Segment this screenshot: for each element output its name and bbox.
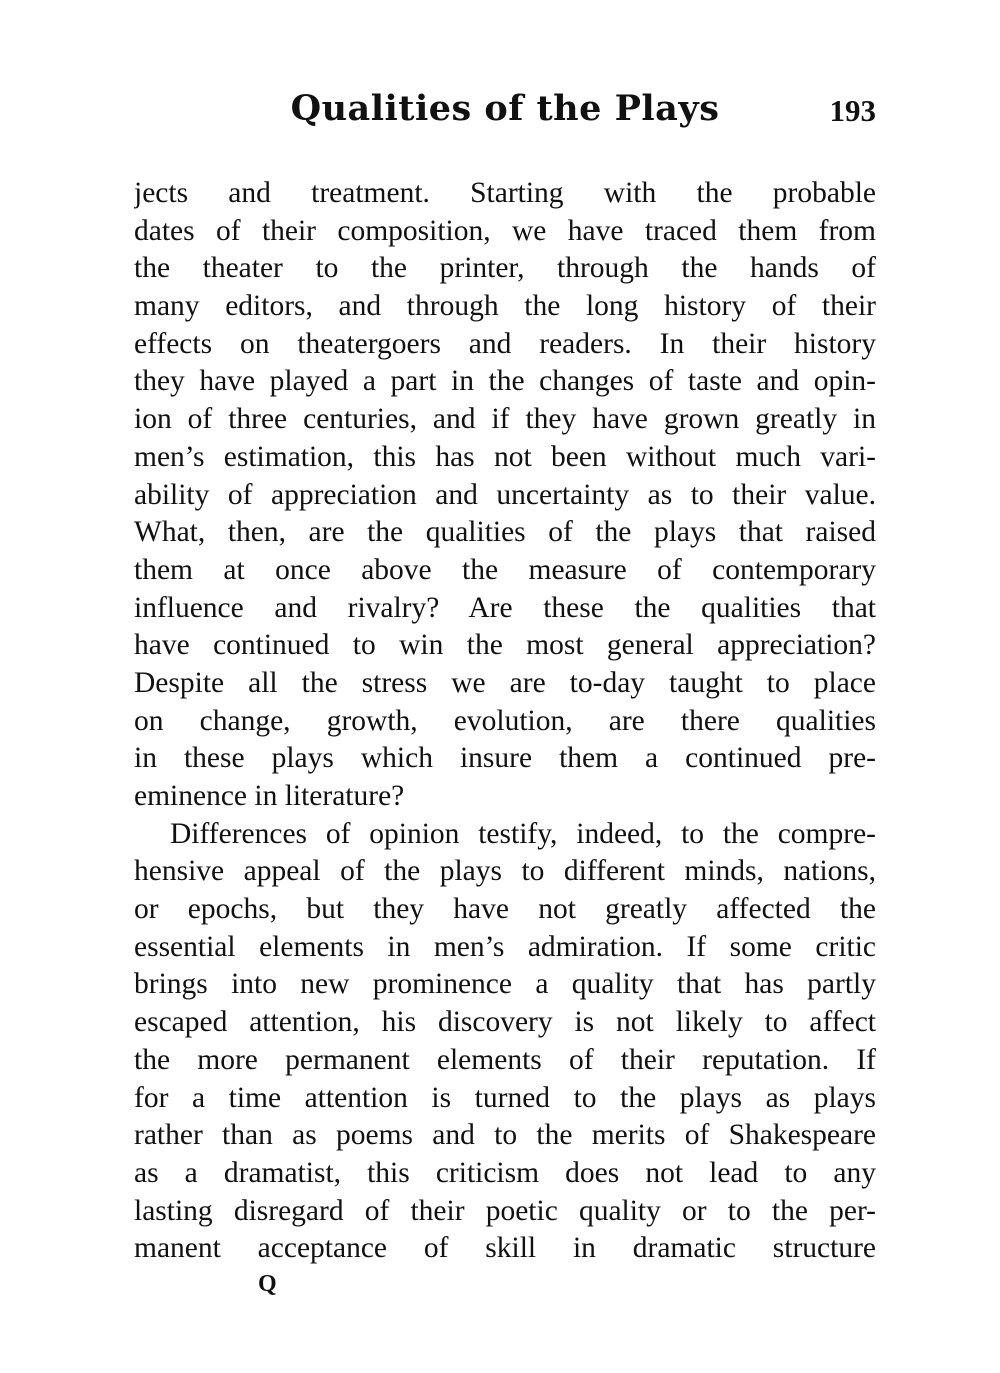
page-number: 193 bbox=[829, 93, 876, 128]
body-text bbox=[134, 175, 876, 1268]
text-line: in these plays which insure them a continued pre- bbox=[134, 742, 876, 775]
text-line: jects and treatment. Starting with the probable bbox=[134, 177, 876, 209]
text-line: ion of three centuries, and if they have grown greatly in bbox=[134, 403, 876, 436]
text-line: rather than as poems and to the merits of Shakespeare bbox=[134, 1119, 876, 1152]
running-head-title: Qualities of the Plays bbox=[290, 88, 720, 129]
text-line: men’s estimation, this has not been without much vari- bbox=[134, 440, 876, 473]
printer-signature-mark: Q bbox=[258, 1271, 277, 1297]
running-head bbox=[134, 88, 876, 138]
text-line: or epochs, but they have not greatly affected the bbox=[134, 893, 876, 926]
paragraph bbox=[134, 816, 876, 1268]
text-line: Despite all the stress we are to-day taught to place bbox=[134, 666, 876, 699]
text-line: for a time attention is turned to the plays as plays bbox=[134, 1081, 876, 1114]
text-line: as a dramatist, this criticism does not lead to any bbox=[134, 1156, 876, 1189]
text-line: they have played a part in the changes of taste and opin- bbox=[134, 365, 876, 398]
text-line: the theater to the printer, through the hands of bbox=[134, 252, 876, 285]
text-line: effects on theatergoers and readers. In their history bbox=[134, 327, 876, 360]
text-line: essential elements in men’s admiration. If some critic bbox=[134, 930, 876, 963]
text-line: manent acceptance of skill in dramatic structure bbox=[134, 1232, 876, 1265]
text-line: influence and rivalry? Are these the qualities that bbox=[134, 591, 876, 624]
text-line: What, then, are the qualities of the plays that raised bbox=[134, 516, 876, 549]
text-line: escaped attention, his discovery is not likely to affect bbox=[134, 1006, 876, 1039]
text-line: ability of appreciation and uncertainty as to their value. bbox=[134, 478, 876, 511]
text-line: hensive appeal of the plays to different minds, nations, bbox=[134, 855, 876, 888]
text-line: have continued to win the most general appreciation? bbox=[134, 629, 876, 662]
text-line: Differences of opinion testify, indeed, to the compre- bbox=[170, 817, 876, 850]
text-line: dates of their composition, we have traced them from bbox=[134, 214, 876, 247]
text-line: brings into new prominence a quality that has partly bbox=[134, 968, 876, 1001]
text-line: the more permanent elements of their reputation. If bbox=[134, 1043, 876, 1076]
text-line: lasting disregard of their poetic quality or to the per- bbox=[134, 1194, 876, 1227]
paragraph bbox=[134, 175, 876, 816]
text-line: on change, growth, evolution, are there qualities bbox=[134, 704, 876, 737]
text-line: eminence in literature? bbox=[134, 780, 405, 812]
text-line: them at once above the measure of contemporary bbox=[134, 553, 876, 586]
text-line: many editors, and through the long history of their bbox=[134, 290, 876, 323]
